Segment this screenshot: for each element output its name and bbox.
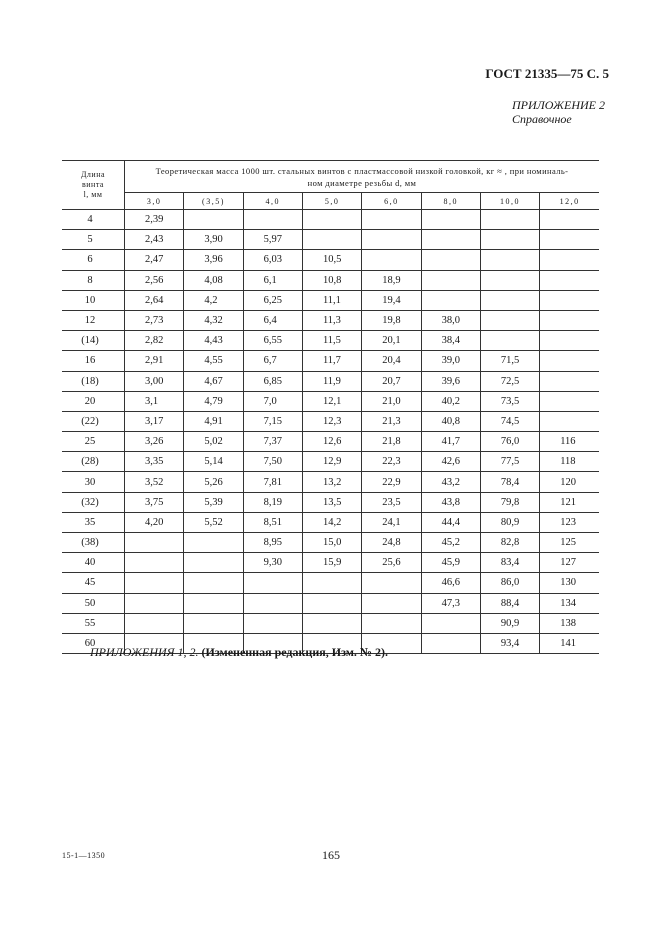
mass-cell bbox=[540, 270, 599, 290]
length-cell: (38) bbox=[62, 533, 125, 553]
mass-cell bbox=[540, 290, 599, 310]
table-row bbox=[62, 472, 599, 492]
mass-cell bbox=[362, 573, 421, 593]
mass-cell: 88,4 bbox=[480, 593, 539, 613]
mass-cell: 19,8 bbox=[362, 310, 421, 330]
appendix-label bbox=[512, 98, 605, 126]
mass-cell bbox=[125, 613, 184, 633]
mass-cell bbox=[243, 593, 302, 613]
mass-cell bbox=[184, 553, 243, 573]
diameter-header: 8,0 bbox=[421, 193, 480, 210]
length-cell: 50 bbox=[62, 593, 125, 613]
length-cell: 12 bbox=[62, 310, 125, 330]
length-cell: 20 bbox=[62, 391, 125, 411]
length-cell: 8 bbox=[62, 270, 125, 290]
mass-cell: 2,39 bbox=[125, 210, 184, 230]
mass-cell bbox=[540, 331, 599, 351]
mass-cell: 25,6 bbox=[362, 553, 421, 573]
mass-cell: 6,7 bbox=[243, 351, 302, 371]
table-body bbox=[62, 210, 599, 654]
page-number: 165 bbox=[322, 848, 340, 862]
length-cell: 25 bbox=[62, 432, 125, 452]
mass-cell: 12,9 bbox=[302, 452, 361, 472]
mass-cell bbox=[421, 210, 480, 230]
mass-cell: 82,8 bbox=[480, 533, 539, 553]
mass-cell: 22,3 bbox=[362, 452, 421, 472]
mass-cell: 4,79 bbox=[184, 391, 243, 411]
mass-cell: 45,2 bbox=[421, 533, 480, 553]
mass-cell: 130 bbox=[540, 573, 599, 593]
table-row bbox=[62, 230, 599, 250]
length-cell: (28) bbox=[62, 452, 125, 472]
mass-cell: 13,2 bbox=[302, 472, 361, 492]
mass-cell: 2,64 bbox=[125, 290, 184, 310]
mass-cell: 41,7 bbox=[421, 432, 480, 452]
mass-cell: 7,50 bbox=[243, 452, 302, 472]
mass-cell: 4,20 bbox=[125, 512, 184, 532]
mass-cell bbox=[243, 573, 302, 593]
mass-cell: 18,9 bbox=[362, 270, 421, 290]
mass-cell: 2,43 bbox=[125, 230, 184, 250]
diameter-header: 6,0 bbox=[362, 193, 421, 210]
mass-cell: 4,55 bbox=[184, 351, 243, 371]
appendix-subtitle: Справочное bbox=[512, 112, 572, 126]
diameter-header: 3,0 bbox=[125, 193, 184, 210]
mass-cell: 120 bbox=[540, 472, 599, 492]
mass-cell bbox=[540, 371, 599, 391]
mass-cell: 4,2 bbox=[184, 290, 243, 310]
caption-line: ном диаметре резьбы d, мм bbox=[307, 177, 417, 188]
mass-cell: 10,5 bbox=[302, 250, 361, 270]
mass-cell bbox=[362, 210, 421, 230]
length-header-line: винта bbox=[82, 180, 104, 189]
mass-cell: 20,4 bbox=[362, 351, 421, 371]
diameter-header: 12,0 bbox=[540, 193, 599, 210]
mass-cell: 11,5 bbox=[302, 331, 361, 351]
mass-cell bbox=[421, 290, 480, 310]
length-cell: 10 bbox=[62, 290, 125, 310]
mass-cell bbox=[362, 613, 421, 633]
mass-cell: 6,1 bbox=[243, 270, 302, 290]
table-row bbox=[62, 593, 599, 613]
mass-cell: 7,0 bbox=[243, 391, 302, 411]
mass-cell: 121 bbox=[540, 492, 599, 512]
diameter-header: 4,0 bbox=[243, 193, 302, 210]
mass-cell: 83,4 bbox=[480, 553, 539, 573]
mass-cell bbox=[480, 230, 539, 250]
mass-cell: 72,5 bbox=[480, 371, 539, 391]
mass-cell: 127 bbox=[540, 553, 599, 573]
length-cell: (32) bbox=[62, 492, 125, 512]
mass-cell bbox=[540, 210, 599, 230]
table-row bbox=[62, 351, 599, 371]
mass-cell: 47,3 bbox=[421, 593, 480, 613]
mass-cell: 40,8 bbox=[421, 411, 480, 431]
mass-cell: 71,5 bbox=[480, 351, 539, 371]
mass-cell bbox=[480, 270, 539, 290]
mass-cell: 11,9 bbox=[302, 371, 361, 391]
mass-cell: 15,9 bbox=[302, 553, 361, 573]
mass-cell bbox=[540, 230, 599, 250]
mass-cell: 138 bbox=[540, 613, 599, 633]
mass-cell: 11,3 bbox=[302, 310, 361, 330]
mass-cell: 3,17 bbox=[125, 411, 184, 431]
table-row bbox=[62, 331, 599, 351]
diameter-header: 10,0 bbox=[480, 193, 539, 210]
mass-cell: 11,1 bbox=[302, 290, 361, 310]
length-cell: 30 bbox=[62, 472, 125, 492]
mass-cell: 80,9 bbox=[480, 512, 539, 532]
mass-cell: 2,47 bbox=[125, 250, 184, 270]
mass-cell bbox=[302, 613, 361, 633]
mass-cell: 6,55 bbox=[243, 331, 302, 351]
mass-cell: 43,8 bbox=[421, 492, 480, 512]
mass-cell bbox=[480, 331, 539, 351]
mass-cell bbox=[125, 533, 184, 553]
mass-cell: 5,26 bbox=[184, 472, 243, 492]
mass-cell: 2,73 bbox=[125, 310, 184, 330]
mass-cell: 3,75 bbox=[125, 492, 184, 512]
mass-cell bbox=[243, 210, 302, 230]
mass-cell: 4,67 bbox=[184, 371, 243, 391]
mass-cell: 23,5 bbox=[362, 492, 421, 512]
length-cell: 35 bbox=[62, 512, 125, 532]
mass-cell: 6,25 bbox=[243, 290, 302, 310]
table-row bbox=[62, 512, 599, 532]
mass-cell: 24,8 bbox=[362, 533, 421, 553]
length-cell: 4 bbox=[62, 210, 125, 230]
table-row bbox=[62, 391, 599, 411]
mass-cell: 21,3 bbox=[362, 411, 421, 431]
mass-cell: 3,96 bbox=[184, 250, 243, 270]
mass-cell: 5,02 bbox=[184, 432, 243, 452]
mass-cell bbox=[362, 230, 421, 250]
table-row bbox=[62, 371, 599, 391]
mass-cell bbox=[540, 310, 599, 330]
mass-cell: 141 bbox=[540, 633, 599, 653]
length-cell: 6 bbox=[62, 250, 125, 270]
table-row bbox=[62, 432, 599, 452]
mass-cell: 44,4 bbox=[421, 512, 480, 532]
mass-cell bbox=[540, 411, 599, 431]
mass-cell: 6,4 bbox=[243, 310, 302, 330]
length-cell: 55 bbox=[62, 613, 125, 633]
mass-cell: 21,8 bbox=[362, 432, 421, 452]
mass-cell: 39,0 bbox=[421, 351, 480, 371]
print-code: 15-1—1350 bbox=[62, 851, 106, 860]
mass-cell bbox=[421, 230, 480, 250]
mass-cell: 8,19 bbox=[243, 492, 302, 512]
mass-cell: 20,7 bbox=[362, 371, 421, 391]
mass-cell: 90,9 bbox=[480, 613, 539, 633]
table-row bbox=[62, 270, 599, 290]
mass-cell: 6,85 bbox=[243, 371, 302, 391]
mass-cell bbox=[184, 573, 243, 593]
length-cell: (18) bbox=[62, 371, 125, 391]
mass-cell bbox=[184, 533, 243, 553]
mass-cell: 46,6 bbox=[421, 573, 480, 593]
table-row bbox=[62, 411, 599, 431]
diameter-header: 5,0 bbox=[302, 193, 361, 210]
mass-cell: 5,14 bbox=[184, 452, 243, 472]
mass-cell bbox=[540, 391, 599, 411]
mass-cell: 7,15 bbox=[243, 411, 302, 431]
mass-cell bbox=[125, 553, 184, 573]
mass-cell: 123 bbox=[540, 512, 599, 532]
table-row bbox=[62, 210, 599, 230]
mass-cell: 7,37 bbox=[243, 432, 302, 452]
mass-cell: 3,00 bbox=[125, 371, 184, 391]
mass-cell: 12,6 bbox=[302, 432, 361, 452]
mass-cell: 125 bbox=[540, 533, 599, 553]
amendment-note bbox=[90, 645, 388, 660]
mass-cell: 134 bbox=[540, 593, 599, 613]
mass-cell: 4,91 bbox=[184, 411, 243, 431]
mass-cell bbox=[480, 250, 539, 270]
mass-cell: 74,5 bbox=[480, 411, 539, 431]
mass-cell: 11,7 bbox=[302, 351, 361, 371]
page-header: ГОСТ 21335—75 С. 5 bbox=[485, 66, 609, 81]
mass-cell bbox=[302, 593, 361, 613]
table-row bbox=[62, 553, 599, 573]
table-row bbox=[62, 533, 599, 553]
mass-cell bbox=[362, 250, 421, 270]
mass-cell: 73,5 bbox=[480, 391, 539, 411]
appendix-title: ПРИЛОЖЕНИЕ 2 bbox=[512, 98, 605, 112]
mass-cell: 2,56 bbox=[125, 270, 184, 290]
mass-cell: 39,6 bbox=[421, 371, 480, 391]
note-revision: (Измененная редакция, Изм. № 2). bbox=[201, 645, 388, 659]
mass-cell: 86,0 bbox=[480, 573, 539, 593]
mass-cell: 42,6 bbox=[421, 452, 480, 472]
mass-cell: 6,03 bbox=[243, 250, 302, 270]
mass-cell bbox=[243, 613, 302, 633]
table-row bbox=[62, 310, 599, 330]
mass-cell bbox=[421, 250, 480, 270]
mass-cell: 4,43 bbox=[184, 331, 243, 351]
mass-cell: 78,4 bbox=[480, 472, 539, 492]
length-header-line: Длина bbox=[80, 170, 106, 179]
table-row bbox=[62, 573, 599, 593]
caption-line: Теоретическая масса 1000 шт. стальных винтов с пластмассовой низкой головкой, кг ≈ , при номиналь- bbox=[155, 165, 569, 176]
mass-cell bbox=[362, 593, 421, 613]
mass-cell: 9,30 bbox=[243, 553, 302, 573]
mass-cell: 15,0 bbox=[302, 533, 361, 553]
mass-cell bbox=[421, 613, 480, 633]
mass-cell bbox=[184, 210, 243, 230]
length-cell: 45 bbox=[62, 573, 125, 593]
mass-cell: 12,1 bbox=[302, 391, 361, 411]
mass-cell: 45,9 bbox=[421, 553, 480, 573]
mass-cell: 43,2 bbox=[421, 472, 480, 492]
mass-cell bbox=[540, 351, 599, 371]
mass-cell bbox=[480, 210, 539, 230]
mass-cell bbox=[421, 270, 480, 290]
mass-cell bbox=[184, 593, 243, 613]
mass-cell: 21,0 bbox=[362, 391, 421, 411]
length-cell: 16 bbox=[62, 351, 125, 371]
mass-cell: 76,0 bbox=[480, 432, 539, 452]
mass-cell: 19,4 bbox=[362, 290, 421, 310]
mass-cell bbox=[125, 573, 184, 593]
mass-cell: 4,08 bbox=[184, 270, 243, 290]
length-cell: (14) bbox=[62, 331, 125, 351]
length-cell: 40 bbox=[62, 553, 125, 573]
mass-cell: 8,95 bbox=[243, 533, 302, 553]
mass-cell: 38,0 bbox=[421, 310, 480, 330]
mass-cell: 8,51 bbox=[243, 512, 302, 532]
diameter-header: (3,5) bbox=[184, 193, 243, 210]
note-appendix-ref: ПРИЛОЖЕНИЯ 1, 2. bbox=[90, 645, 199, 659]
mass-cell: 3,52 bbox=[125, 472, 184, 492]
mass-cell: 5,97 bbox=[243, 230, 302, 250]
diameter-header-row bbox=[62, 193, 599, 210]
mass-cell: 3,1 bbox=[125, 391, 184, 411]
mass-cell: 77,5 bbox=[480, 452, 539, 472]
mass-cell bbox=[184, 613, 243, 633]
mass-cell: 7,81 bbox=[243, 472, 302, 492]
mass-cell: 38,4 bbox=[421, 331, 480, 351]
mass-cell bbox=[540, 250, 599, 270]
table-row bbox=[62, 250, 599, 270]
mass-cell: 12,3 bbox=[302, 411, 361, 431]
mass-cell bbox=[125, 593, 184, 613]
mass-cell bbox=[480, 310, 539, 330]
mass-cell bbox=[302, 210, 361, 230]
mass-cell: 10,8 bbox=[302, 270, 361, 290]
mass-cell bbox=[302, 573, 361, 593]
mass-cell: 2,82 bbox=[125, 331, 184, 351]
mass-cell: 5,52 bbox=[184, 512, 243, 532]
mass-cell bbox=[302, 230, 361, 250]
mass-cell: 13,5 bbox=[302, 492, 361, 512]
mass-cell bbox=[480, 290, 539, 310]
length-cell: 5 bbox=[62, 230, 125, 250]
mass-cell: 79,8 bbox=[480, 492, 539, 512]
mass-cell: 3,26 bbox=[125, 432, 184, 452]
length-cell: (22) bbox=[62, 411, 125, 431]
mass-cell: 20,1 bbox=[362, 331, 421, 351]
mass-table bbox=[62, 160, 599, 654]
table-caption bbox=[125, 161, 600, 193]
mass-cell: 5,39 bbox=[184, 492, 243, 512]
mass-cell: 3,35 bbox=[125, 452, 184, 472]
table-row bbox=[62, 492, 599, 512]
mass-cell: 4,32 bbox=[184, 310, 243, 330]
mass-cell: 24,1 bbox=[362, 512, 421, 532]
mass-cell: 118 bbox=[540, 452, 599, 472]
mass-cell: 2,91 bbox=[125, 351, 184, 371]
table-row bbox=[62, 613, 599, 633]
mass-cell: 116 bbox=[540, 432, 599, 452]
mass-cell: 3,90 bbox=[184, 230, 243, 250]
table-row bbox=[62, 452, 599, 472]
mass-cell: 40,2 bbox=[421, 391, 480, 411]
length-cell: 60 bbox=[62, 633, 125, 653]
mass-cell: 14,2 bbox=[302, 512, 361, 532]
mass-cell bbox=[421, 633, 480, 653]
length-header-line: l, мм bbox=[83, 190, 103, 199]
table-row bbox=[62, 290, 599, 310]
mass-cell: 22,9 bbox=[362, 472, 421, 492]
length-header bbox=[62, 161, 125, 210]
mass-cell: 93,4 bbox=[480, 633, 539, 653]
